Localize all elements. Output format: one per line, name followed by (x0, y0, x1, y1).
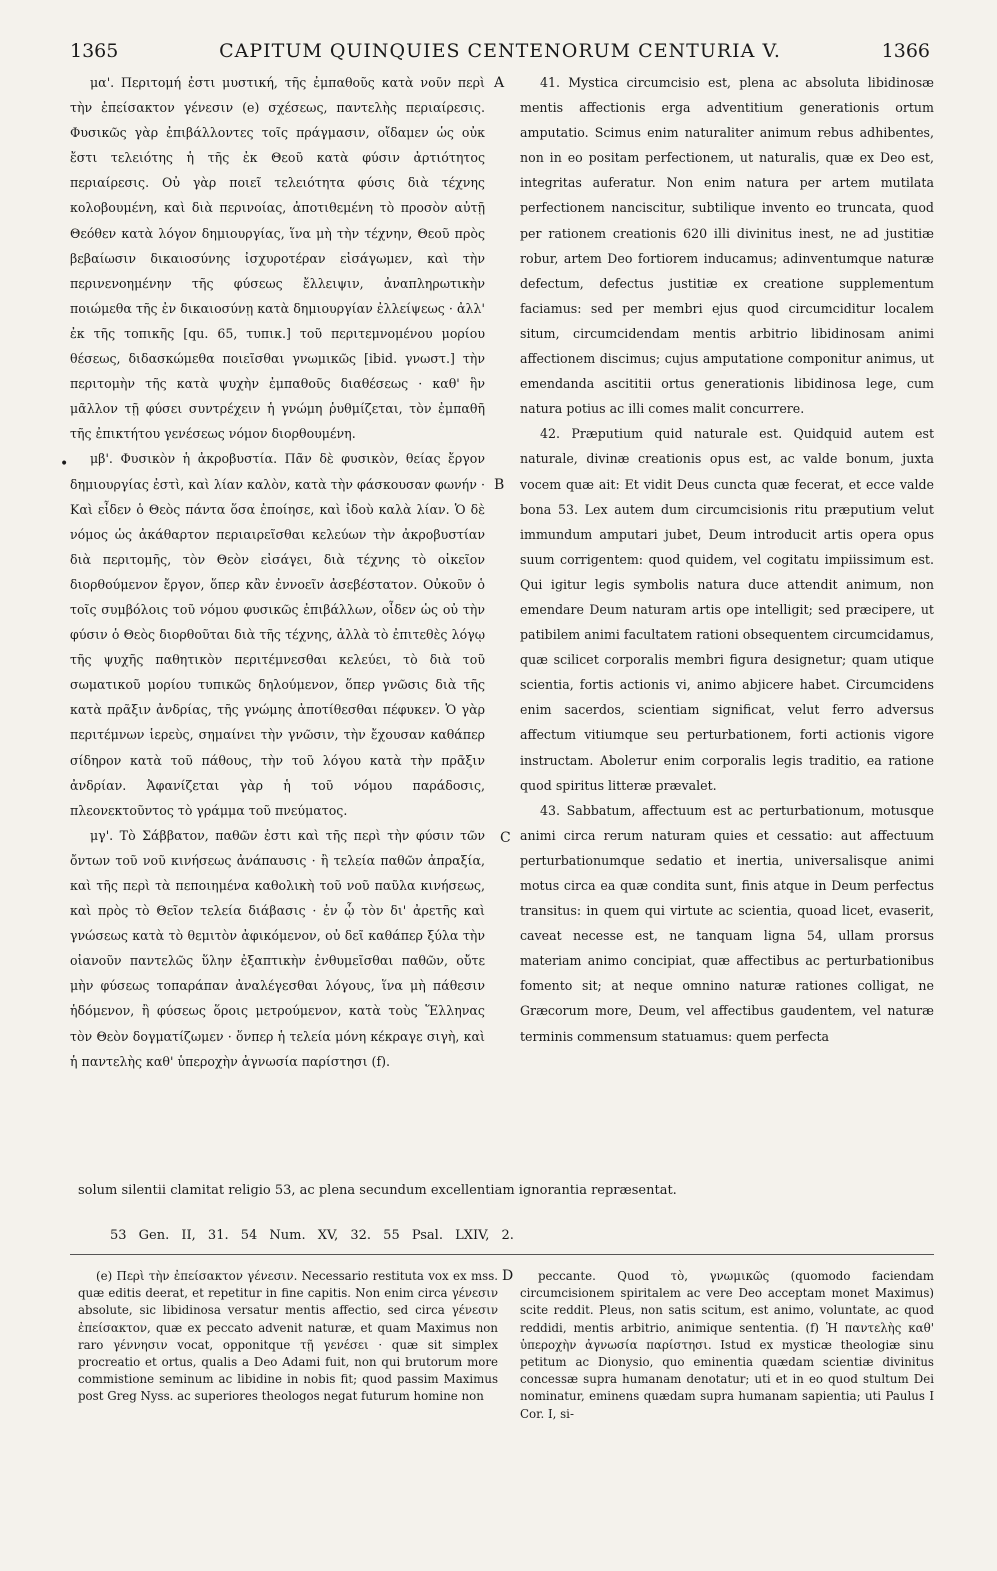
greek-chapter-41: μα'. Περιτομή ἐστι μυστική, τῆς ἐμπαθοῦς κατὰ νοῦν περὶ τὴν ἐπείσακτον γένεσιν (e) σχέσεως, παντελὴς περιαίρεσις. Φυσικῶς γὰρ ἐπιβάλλοντες τοῖς πράγμασιν, οἴδαμεν ὡς οὐκ ἔστι τελειότης ἡ τῆς ἐκ Θεοῦ κατὰ φύσιν ἀρτιότητος περιαίρεσις. Οὐ γὰρ ποιεῖ τελειότητα φύσις διὰ τέχνης κολοβουμένη, καὶ διὰ περινοίας, ἀποτιθεμένη τὸ προσὸν αὐτῇ Θεόθεν κατὰ λόγον δημιουργίας, ἵνα μὴ τὴν τέχνην, Θεοῦ πρὸς βεβαίωσιν δικαιοσύνης ἰσχυροτέραν εἰσάγωμεν, καὶ τὴν περινενοημένην τῆς φύσεως ἔλλειψιν, ἀναπληρωτικὴν ποιώμεθα τῆς ἐν δικαιοσύνῃ κατὰ δημιουργίαν ἐλλείψεως · ἀλλ' ἐκ τῆς τοπικῆς [qu. 65, τυπικ.] τοῦ περιτεμνομένου μορίου θέσεως, διδασκώμεθα ποιεῖσθαι γνωμικῶς [ibid. γνωστ.] τὴν περιτομὴν τῆς κατὰ ψυχὴν ἐμπαθοῦς διαθέσεως · καθ' ἣν μᾶλλον τῇ φύσει συντρέχειν ἡ γνώμη ῥυθμίζεται, τὸν ἐμπαθῆ τῆς ἐπικτήτου γενέσεως νόμον διορθουμένη. (70, 75, 485, 442)
margin-bullet: • (60, 456, 69, 472)
footnotes-left (78, 1268, 498, 1406)
footnotes-right (520, 1268, 934, 1423)
footnote-e: (e) Περὶ τὴν ἐπείσακτον γένεσιν. Necessario restituta vox ex mss. quæ editis deerat, et repetitur in fine capitis. Non enim circa γένεσιν absolute, sic libidinosa versatur mentis affectio, sed circa γένεσιν ἐπείσακτον, quæ ex peccato advenit naturæ, et quam Maximus non raro γέννησιν vocat, opponitque τῇ γενέσει · quæ sit simplex procreatio et ortus, qualis a Deo Adami fuit, non qui brutorum more commistione seminum ac libidine in nobis fit; quod passim Maximus post Greg Nyss. ac superiores theologos negat futurum homine non (78, 1269, 498, 1404)
footnote-divider (70, 1254, 934, 1255)
running-header (70, 40, 930, 66)
margin-letter-c: C (500, 830, 511, 846)
greek-chapter-42: μβ'. Φυσικὸν ἡ ἀκροβυστία. Πᾶν δὲ φυσικὸν, θείας ἔργον δημιουργίας ἐστὶ, καὶ λίαν καλὸν, κατὰ τὴν φάσκουσαν φωνήν · Καὶ εἶδεν ὁ Θεὸς πάντα ὅσα ἐποίησε, καὶ ἰδοὺ καλὰ λίαν. Ὁ δὲ νόμος ὡς ἀκάθαρτον περιαιρεῖσθαι κελεύων τὴν ἀκροβυστίαν διὰ περιτομῆς, τὸν Θεὸν εἰσάγει, διὰ τέχνης τὸ οἰκεῖον διορθούμενον ἔργον, ὅπερ κἂν ἐννοεῖν ἀσεβέστατον. Οὐκοῦν ὁ τοῖς συμβόλοις τοῦ νόμου φυσικῶς ἐπιβάλλων, οἶδεν ὡς οὐ τὴν φύσιν ὁ Θεὸς διορθοῦται διὰ τῆς τέχνης, ἀλλὰ τὸ ἐπιτεθὲς λόγῳ τῆς ψυχῆς παθητικὸν περιτέμνεσθαι κελεύει, τὸ διὰ τοῦ σωματικοῦ μορίου τυπικῶς δηλούμενον, ὅπερ γνῶσις διὰ τῆς κατὰ πρᾶξιν ἀνδρίας, τῆς γνώμης ἀποτίθεσθαι πέφυκεν. Ὁ γὰρ περιτέμνων ἱερεὺς, σημαίνει τὴν γνῶσιν, τὴν ἔχουσαν καθάπερ σίδηρον κατὰ τοῦ πάθους, τὴν τοῦ λόγου κατὰ τὴν πρᾶξιν ἀνδρίαν. Ἀφανίζεται γὰρ ἡ τοῦ νόμου παράδοσις, πλεονεκτοῦντος τὸ γράμμα τοῦ πνεύματος. (70, 451, 485, 818)
left-page-number: 1365 (70, 40, 119, 62)
latin-chapter-41: 41. Mystica circumcisio est, plena ac absoluta libidinosæ mentis affectionis erga adventitium generationis ortum amputatio. Scimus enim naturaliter animum rebus adhibentes, non in eo positam perfectionem, ut naturalis, quæ ex Deo est, integritas auferatur. Non enim natura per artem mutilata perfectionem nanciscitur, subtilique invento eo truncata, quod per rationem creationis 620 illi divinitus inest, ne ad justitiæ robur, artem Deo fortiorem inducamus; adinventumque naturæ defectum, defectus justitiæ ex creatione supplementum faciamus: sed per membri ejus quod circumciditur localem situm, circumcidendam mentis arbitrio libidinosam animi affectionem discimus; cujus amputatione componitur animus, ut emendanda ascititii ortus generationis libidinosa lege, cum natura potius ac illi comes malit concurrere. (520, 75, 934, 417)
greek-chapter-43: μγ'. Τὸ Σάββατον, παθῶν ἐστι καὶ τῆς περὶ τὴν φύσιν τῶν ὄντων τοῦ νοῦ κινήσεως ἀνάπαυσις · ἢ τελεία παθῶν ἀπραξία, καὶ τῆς περὶ τὰ πεποιημένα καθολικὴ τοῦ νοῦ παῦλα κινήσεως, καὶ πρὸς τὸ Θεῖον τελεία διάβασις · ἐν ᾧ τὸν δι' ἀρετῆς καὶ γνώσεως κατὰ τὸ θεμιτὸν ἀφικόμενον, οὐ δεῖ καθάπερ ξύλα τὴν οἰανοῦν παντελῶς ὕλην ἐξαπτικὴν ἐνθυμεῖσθαι παθῶν, οὔτε μὴν φύσεως τοπαράπαν ἀναλέγεσθαι λόγους, ἵνα μὴ πάθεσιν ἡδόμενον, ἢ φύσεως ὅροις μετρούμενον, κατὰ τοὺς Ἕλληνας τὸν Θεὸν δογματίζωμεν · ὅνπερ ἡ τελεία μόνη κέκραγε σιγὴ, καὶ ἡ παντελὴς καθ' ὑπεροχὴν ἀγνωσία παρίστησι (f). (70, 827, 485, 1069)
margin-letter-b: B (494, 477, 505, 493)
right-page-number: 1366 (881, 40, 930, 62)
margin-letter-d: D (502, 1268, 514, 1284)
scripture-references: 53 Gen. II, 31. 54 Num. XV, 32. 55 Psal. LXIV, 2. (110, 1228, 514, 1243)
full-width-line: solum silentii clamitat religio 53, ac plena secundum excellentiam ignorantia repræsentat. (78, 1183, 677, 1198)
latin-chapter-43: 43. Sabbatum, affectuum est ac perturbationum, motusque animi circa rerum naturam quies et cessatio: aut affectuum perturbationumque sedatio et inertia, universalisque animi motus circa ea quæ condita sunt, finis atque in Deum perfectus transitus: in quem qui virtute ac scientia, quoad licet, evaserit, caveat necesse est, ne tanquam ligna 54, ullam prorsus materiam animo concipiat, quæ affectibus ac perturbationibus fomento sit; at neque omnino naturæ rationes colligat, ne Græcorum more, Deum, vel affectibus gaudentem, vel naturæ terminis commensum statuamus: quem perfecta (520, 802, 934, 1044)
latin-chapter-42: 42. Præputium quid naturale est. Quidquid autem est naturale, divinæ creationis opus est, ac valde bonum, juxta vocem quæ ait: Et vidit Deus cuncta quæ fecerat, et ecce valde bona 53. Lex autem dum circumcisionis ritu præputium velut immundum amputari jubet, Deum introducit artis opera opus suum corrigentem: quod quidem, vel cogitatu impiissimum est. Qui igitur legis symbolis natura duce attendit animum, non emendare Deum naturam artis ope intelligit; sed præcipere, ut patibilem animi facultatem rationi obsequentem circumcidamus, quæ scilicet corporalis membri figura designetur; quam utique scientia, fortis actionis vi, animo abjicere habet. Circumcidens enim sacerdos, scientiam significat, velut ferro adversus affectum vitiumque seu perturbationem, forti actionis vigore instructam. Abolетur enim corporalis legis traditio, ea ratione quod spiritus litteræ prævalet. (520, 426, 934, 793)
greek-column (70, 70, 485, 1074)
latin-column (520, 70, 934, 1049)
footnote-f: peccante. Quod τὸ, γνωμικῶς (quomodo faciendam circumcisionem spiritalem ac vere Deo acceptam monet Maximus) scite reddit. Pleus, non satis scitum, est animo, voluntate, ac quod reddidi, mentis arbitrio, animique sententia. (f) Ἡ παντελὴς καθ' ὑπεροχὴν ἀγνωσία παρίστησι. Istud ex mysticæ theologiæ sinu petitum ac Dionysio, quo eminentia quædam scientiæ divinitus concessæ supra humanam denotatur; uti et in eo quod stultum Dei nominatur, eminens quædam supra humanam sapientia; uti Paulus I Cor. I, si- (520, 1269, 934, 1421)
margin-letter-a: A (494, 75, 505, 91)
page-title: CAPITUM QUINQUIES CENTENORUM CENTURIA V. (219, 40, 781, 62)
